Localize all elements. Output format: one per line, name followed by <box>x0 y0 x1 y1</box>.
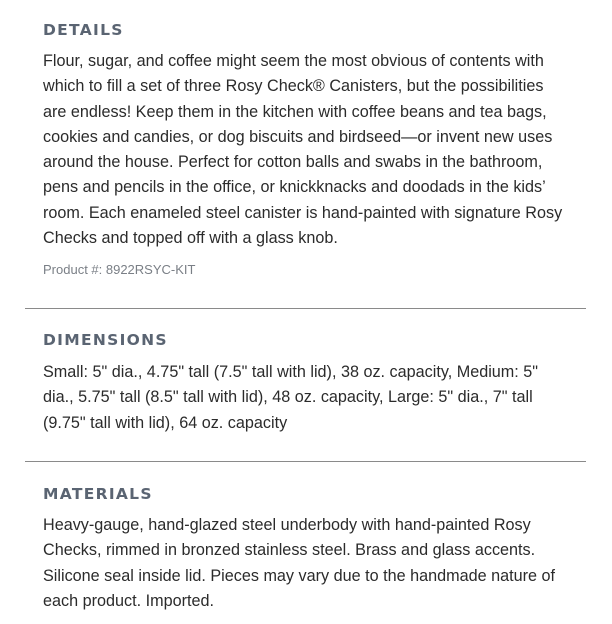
section-divider <box>25 308 586 309</box>
section-divider <box>25 461 586 462</box>
dimensions-heading: DIMENSIONS <box>43 331 168 349</box>
product-number: Product #: 8922RSYC-KIT <box>43 262 196 278</box>
materials-description: Heavy-gauge, hand-glazed steel underbody with hand-painted Rosy Checks, rimmed in bronzed stainless steel. Brass and glass accents. Silicone seal inside lid. Pieces may vary due to the handmade nature of each product. Imported. <box>43 516 556 610</box>
materials-heading: MATERIALS <box>43 485 153 503</box>
dimensions-description: Small: 5" dia., 4.75" tall (7.5" tall with lid), 38 oz. capacity, Medium: 5" dia., 5.75" tall (8.5" tall with lid), 48 oz. capacity, Large: 5" dia., 7" tall (9.75" tall with lid), 64 oz. capacity <box>43 363 539 432</box>
details-description: Flour, sugar, and coffee might seem the most obvious of contents with which to fill a set of three Rosy Check® Canisters, but the possibilities are endless! Keep them in the kitchen with coffee beans and tea bags, cookies and candies, or dog biscuits and birdseed—or invent new uses around the house. Perfect for cotton balls and swabs in the bathroom, pens and pencils in the office, or knickknacks and doodads in the kids’ room. Each enameled steel canister is hand-painted with signature Rosy Checks and topped off with a glass knob. <box>43 52 563 248</box>
details-heading: DETAILS <box>43 21 124 39</box>
details-section <box>43 20 563 278</box>
dimensions-section <box>43 330 563 436</box>
materials-section <box>43 484 563 614</box>
